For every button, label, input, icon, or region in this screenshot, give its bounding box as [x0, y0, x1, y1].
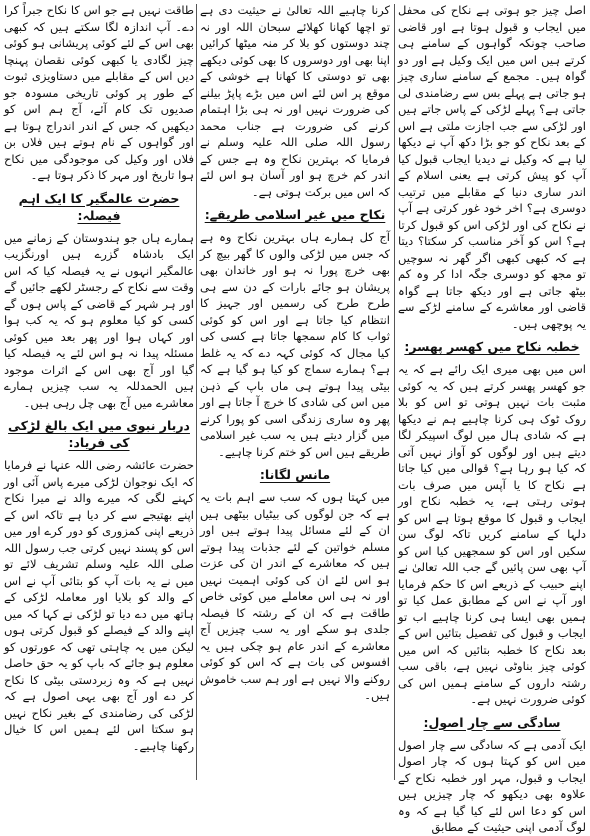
column-divider: [196, 4, 197, 780]
text-column-right: [398, 2, 586, 834]
paragraph: اصل چیز جو ہوتی ہے نکاح کی محفل میں ایجاب و قبول ہوتا ہے اور قاضی صاحب چونکہ گواہوں کے سامنے ہی کرتے ہیں اس میں ایک وکیل ہے اور دو گواہ ہیں۔ مجمع کے سامنے ساری چیز ہو جاتی ہے پہلے بس سے رضامندی لی جاتی ہے؟ پہلے لڑکی کے پاس جاتے ہیں اور لڑکی سے جب اجازت ملتی ہے اس کے بعد نکاح کو جو بڑا دکھ آپ نے دیکھا لیا ہے کہ وکیل نے دیدیا ایجاب قبول کیا آپ کو پیش کرتی ہے یعنی اسلام کے اندر ساری دنیا کے مقابلے میں ترتیب دوسری ہے؟ اخر خود غور کرتی ہے آپ نے نکاح کی اور لڑکی اس کو قبول کرتا ہے؟ اس کو آخر مناسب کر سکتا؟ دیتا ہے کہ کبھی کبھی اگر گھر نہ سوچیں تو مجھ کو دوسری جگہ ادا کر وہ کم بیٹھ جاتی ہے اور دیکھ جاتا ہے گواہ قاضی اور معاشرے کے سامنے لڑکے سے یہ پوچھی ہیں۔: [398, 3, 586, 331]
paragraph: کرنا چاہیے اللہ تعالیٰ نے حیثیت دی ہے تو اچھا کھانا کھلائے سبحان اللہ اور نہ چند دوستوں کو بلا کر منہ میٹھا کرائیں اپنا بھی اور دوسروں کا بھی کوئی دیکھے بھی تو دوستی کا کھانا ہے خوشی کے موقع پر اس لئے اس میں بڑے پاپڑ بیلنے کی ضرورت نہیں اور نہ ہی بڑا اہتمام کرنے کی ضرورت ہے جناب محمد رسول اللہ صلی اللہ علیہ وسلم نے فرمایا کہ بہترین نکاح وہ ہے جس کے اندر کم خرچ ہو اور آسان ہو اس لئے کہ اس میں برکت ہوتی ہے۔: [200, 3, 390, 199]
paragraph: ایک آدمی ہے کہ سادگی سے چار اصول میں اس کو کہتا ہوں کہ چار اصول ایجاب و قبول، مہر اور خطبہ نکاح کے علاوہ بھی دیکھو کہ چار چیزیں ہیں اس کو دعا اس لئے کیا گیا ہے کہ وہ لوگ آدمی اپنی حیثیت کے مطابق: [398, 737, 586, 834]
section-heading: دربار نبوی میں ایک بالغ لڑکی کی فریاد:: [8, 418, 190, 450]
section-heading: مانس لگانا:: [259, 467, 331, 482]
section-heading: خطبہ نکاح میں کھسر پھسر:: [404, 339, 580, 354]
text-column-left: [4, 2, 194, 782]
paragraph: اس میں بھی میری ایک رائے ہے کہ یہ جو کھسر پھسر کرتے ہیں کہ یہ کوئی مثبت بات نہیں ہوتی تو اس کو بلا روک ٹوک ہی کرنا چاہیے ہم نے دیکھا ہے کہ شادی ہال میں لوگ اسپیکر لگا دیتے ہیں اور لوگوں کو آواز نہیں آتی کہ کیا ہو رہا ہے؟ قوالی میں کیا جاتا ہے نکاح کا یا آپس میں صرف بات ہوتی رہتی ہے، یہ خطبہ نکاح اور ایجاب و قبول کا موقع ہوتا ہے اس کو دلہا کے سامنے کریں تاکہ لوگ سن سکیں اور اس کو سمجھیں کیا اس کو آپ بھی سن پائیں گے جب اللہ تعالیٰ نے اپنے حبیب کے ذریعے اس کا حکم فرمایا اور آپ نے اس کے مطابق عمل کیا تو ہمیں بھی ایسا ہی کرنا چاہیے اب تو ایجاب و قبول کی تفصیل بتائیں اس کے بعد نکاح کا خطبہ بتائیں کہ اس میں کوئی چیز بناوٹی نہیں ہے، باقی سب رشتہ داروں کے سامنے ہمیں اس کی کوئی ضرورت نہیں ہے۔: [398, 362, 586, 706]
section-heading: سادگی سے چار اصول:: [423, 714, 561, 730]
text-column-middle: [200, 2, 390, 782]
paragraph: میں کہتا ہوں کہ سب سے اہم بات یہ ہے کہ جن لوگوں کی بیٹیاں بیٹھی ہیں ان کے لئے مسائل پیدا ہوتے ہیں اور مسلم خواتین کے لئے جذبات پیدا ہوتے ہیں کہ معاشرے کے اندر ان کی عزت ہو اس لئے ان کی کوئی اہمیت نہیں اور نہ ہی اس معاملے میں کوئی خاص طاقت ہے کہ ان کے رشتہ کا فیصلہ جلدی ہو سکے اور یہ سب چیزیں آج معاشرے کے اندر عام ہو چکی ہیں یہ افسوس کی بات ہے کہ اس کو کوئی روکنے والا نہیں ہے اور ہم سب خاموش ہیں۔: [200, 490, 390, 702]
section-heading: نکاح میں غیر اسلامی طریقے:: [204, 207, 386, 222]
column-divider: [394, 4, 395, 780]
paragraph: طاقت نہیں ہے جو اس کا نکاح جبراً کرا دے۔ آپ اندازہ لگا سکتے ہیں کہ کبھی بھی اس کے لئے کوئی پریشانی ہو کوئی چیز لگادی یا کبھی کوئی نقصان پہنچا دیں اس کے مقابلے میں دستاویزی ثبوت کے طور پر کوئی تاریخی مسودہ جو صدیوں تک کام آئے، آج ہم اس کو دیکھیں کہ جس کے اندر اندراج ہوتا ہے اور گواہوں کے نام ہوتے ہیں فلاں بن فلاں اور وکیل کی موجودگی میں نکاح ہوا تاریخ اور مہر کا ذکر ہوتا ہے۔: [4, 3, 194, 182]
paragraph: حضرت عائشہ رضی اللہ عنہا نے فرمایا کہ ایک نوجوان لڑکی میرے پاس آئی اور کہنے لگی کہ میرے والد نے میرا نکاح اپنے بھتیجے سے کر دیا ہے تاکہ اس کے ذریعے اپنی کمزوری کو دور کرے اور میں اس کو پسند نہیں کرتی جب رسول اللہ صلی اللہ علیہ وسلم تشریف لائے تو میں نے یہ بات آپ کو بتائی آپ نے اس کے والد کو بلایا اور معاملہ لڑکی کے ہاتھ میں دے دیا تو لڑکی نے کہا کہ میں اپنے والد کے فیصلے کو قبول کرتی ہوں لیکن میں یہ چاہتی تھی کہ عورتوں کو معلوم ہو جائے کہ باپ کو یہ حق حاصل نہیں ہے کہ وہ زبردستی بیٹی کا نکاح کر دے اور آج بھی یہی اصول ہے کہ لڑکی کی رضامندی کے بغیر نکاح نہیں ہو سکتا اس لئے ہمیں اس کا خیال رکھنا چاہیے۔: [4, 458, 194, 753]
paragraph: ہمارے ہاں جو ہندوستان کے زمانے میں ایک بادشاہ گزرے ہیں اورنگزیب عالمگیر انہوں نے یہ فیصلہ کیا کہ اس وقت سے نکاح کے رجسٹر لکھے جائیں گے اور ہر شہر کے قاضی کے پاس ہوں گے کسی کو کیا معلوم ہو کہ یہ کب ہوا اور کہاں ہوا اور پھر بعد میں کوئی مسئلہ پیدا نہ ہو اس لئے یہ فیصلہ کیا گیا اور آج بھی اس کے اثرات موجود ہیں الحمدللہ یہ سب چیزیں ہمارے معاشرے میں آج بھی چل رہی ہیں۔: [4, 230, 194, 410]
section-heading: حضرت عالمگیر کا ایک اہم فیصلہ:: [18, 190, 180, 223]
paragraph: آج کل ہمارے ہاں بہترین نکاح وہ ہے کہ جس میں لڑکی والوں کا گھر بیچ کر بھی خرچ پورا نہ ہو اور خاندان بھی پریشان ہو جائے بارات کے دن سے ہی طرح طرح کی رسمیں اور جہیز کا انتظام کیا جاتا ہے اور اس کو کوئی ثواب کا کام سمجھا جاتا ہے کسی کی کیا مجال کہ کوئی کہہ دے کہ یہ غلط ہے؟ ہمارے سماج کو کیا ہو گیا ہے کہ بیٹی پیدا ہوتے ہی ماں باپ کے ذہن میں اس کی شادی کا خرچ آ جاتا ہے اور پھر وہ ساری زندگی اسی کو پورا کرنے میں گزار دیتے ہیں یہ سب غیر اسلامی طریقے ہیں اس کو ختم کرنا چاہیے۔: [200, 230, 390, 459]
